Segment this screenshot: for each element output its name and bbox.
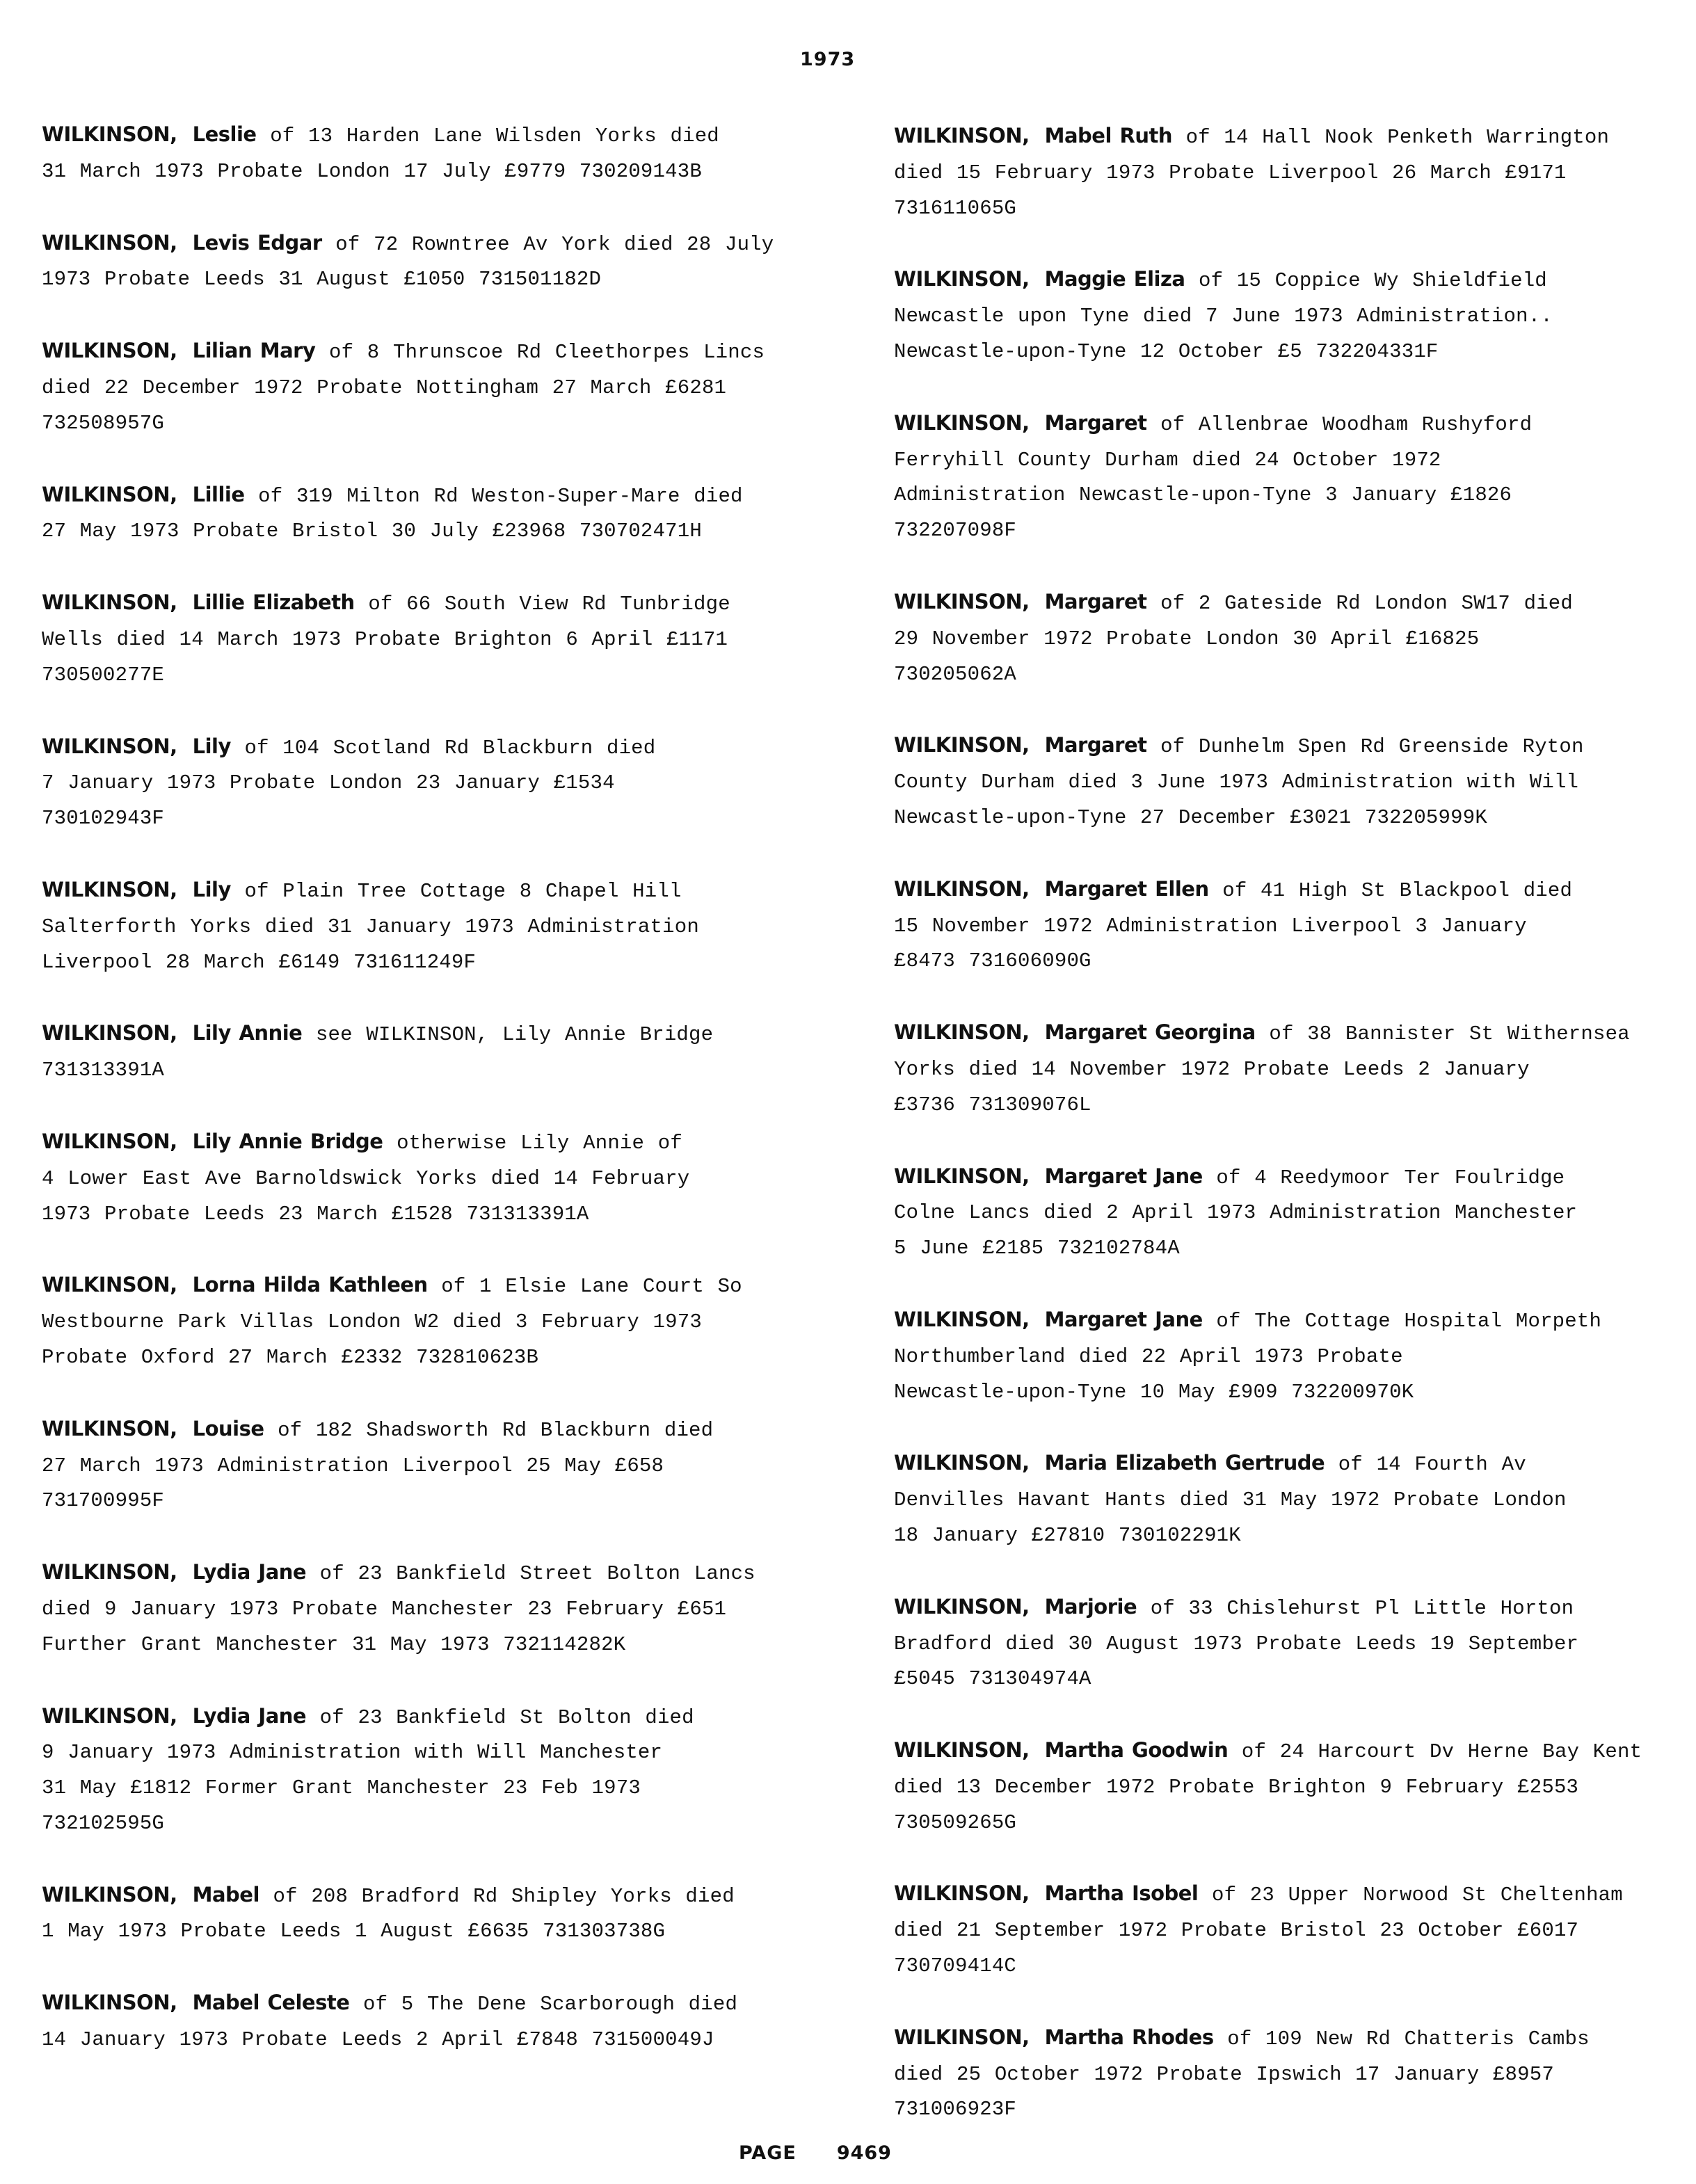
entry-first-line	[894, 584, 1696, 622]
entry-forenames: Margaret Georgina	[1044, 1020, 1256, 1045]
entry-forenames: Margaret	[1044, 733, 1147, 757]
entry-text: of 23 Bankfield St Bolton died	[306, 1705, 694, 1729]
entry-forenames: Leslie	[192, 122, 257, 146]
entry-surname: WILKINSON,	[42, 1416, 177, 1440]
left-column	[42, 117, 863, 2094]
entry-first-line	[894, 406, 1696, 443]
entry-forenames: Lorna Hilda Kathleen	[192, 1273, 428, 1297]
entry-surname: WILKINSON,	[42, 1129, 177, 1153]
entry-forenames: Mabel	[192, 1882, 259, 1906]
page-label: PAGE	[739, 2142, 797, 2164]
entry-surname: WILKINSON,	[894, 589, 1030, 613]
probate-entry	[42, 1411, 863, 1519]
page-number: 9469	[836, 2142, 892, 2164]
probate-entry	[42, 1555, 863, 1662]
entry-text: of 109 New Rd Chatteris Cambs	[1213, 2027, 1590, 2050]
entry-surname: WILKINSON,	[42, 230, 177, 255]
entry-surname: WILKINSON,	[42, 1882, 177, 1906]
entry-text-line: 18 January £27810 730102291K	[894, 1523, 1241, 1547]
entry-forenames: Lydia Jane	[192, 1703, 307, 1728]
entry-text-line: Northumberland died 22 April 1973 Probate	[894, 1344, 1403, 1368]
probate-entry	[42, 225, 863, 298]
entry-text-line: 730500277E	[42, 663, 165, 686]
entry-surname: WILKINSON,	[42, 591, 177, 615]
probate-entry	[894, 1733, 1696, 1840]
entry-text-line: 731313391A	[42, 1059, 165, 1082]
probate-entry	[894, 1445, 1696, 1553]
entry-text: of 1 Elsie Lane Court So	[427, 1275, 742, 1299]
entry-surname: WILKINSON,	[894, 1594, 1030, 1619]
entry-forenames: Martha Isobel	[1044, 1881, 1199, 1906]
entry-text: of 104 Scotland Rd Blackburn died	[230, 736, 656, 760]
entry-forenames: Martha Rhodes	[1044, 2025, 1214, 2049]
entry-text: of 23 Bankfield Street Bolton Lancs	[306, 1562, 755, 1586]
entry-forenames: Lily	[192, 734, 231, 758]
entry-text-line: Liverpool 28 March £6149 731611249F	[42, 950, 477, 974]
entry-text: of 208 Bradford Rd Shipley Yorks died	[259, 1884, 735, 1908]
entry-text-line: Westbourne Park Villas London W2 died 3 February 1973	[42, 1310, 702, 1334]
entry-text-line: died 9 January 1973 Probate Manchester 23 February £651	[42, 1597, 727, 1621]
probate-entry	[42, 729, 863, 837]
entry-forenames: Lily Annie	[192, 1021, 303, 1045]
entry-surname: WILKINSON,	[42, 339, 177, 363]
probate-entry	[894, 728, 1696, 835]
entry-first-line	[42, 1411, 863, 1449]
entry-text-line: £8473 731606090G	[894, 949, 1091, 973]
entry-first-line	[894, 1589, 1696, 1627]
entry-text-line: 731611065G	[894, 196, 1017, 220]
entry-text-line: County Durham died 3 June 1973 Administration with Will	[894, 771, 1579, 794]
entry-text-line: 1973 Probate Leeds 31 August £1050 731501182D	[42, 268, 602, 291]
entry-forenames: Louise	[192, 1416, 264, 1440]
entry-forenames: Marjorie	[1044, 1594, 1137, 1619]
entry-text-line: died 25 October 1972 Probate Ipswich 17 January £8957	[894, 2062, 1554, 2086]
entry-first-line	[894, 1159, 1696, 1196]
entry-forenames: Margaret Jane	[1044, 1164, 1203, 1188]
probate-entry	[42, 1015, 863, 1089]
entry-text: of Allenbrae Woodham Rushyford	[1146, 412, 1533, 436]
entry-text-line: 731006923F	[894, 2098, 1017, 2121]
entry-text: of 23 Upper Norwood St Cheltenham	[1198, 1884, 1623, 1907]
entry-text-line: 730509265G	[894, 1810, 1017, 1834]
entry-text: of 14 Fourth Av	[1325, 1453, 1526, 1477]
entry-text-line: 9 January 1973 Administration with Will Manchester	[42, 1741, 663, 1765]
entry-text: of 41 High St Blackpool died	[1208, 878, 1573, 902]
entry-forenames: Lily	[192, 877, 231, 901]
entry-text-line: Ferryhill County Durham died 24 October 1972	[894, 448, 1441, 472]
entry-forenames: Lydia Jane	[192, 1560, 307, 1584]
entry-surname: WILKINSON,	[42, 1703, 177, 1728]
entry-text-line: Newcastle upon Tyne died 7 June 1973 Administration..	[894, 305, 1553, 328]
entry-text-line: 732102595G	[42, 1811, 165, 1835]
entry-text-line: died 15 February 1973 Probate Liverpool 26 March £9171	[894, 161, 1567, 184]
entry-surname: WILKINSON,	[42, 1991, 177, 2015]
entry-first-line	[894, 872, 1696, 909]
entry-text-line: 14 January 1973 Probate Leeds 2 April £7848 731500049J	[42, 2028, 714, 2052]
probate-entry	[42, 1985, 863, 2058]
probate-entry	[894, 584, 1696, 692]
entry-surname: WILKINSON,	[894, 410, 1030, 435]
entry-text: of Dunhelm Spen Rd Greenside Ryton	[1146, 735, 1584, 759]
entry-text: of 4 Reedymoor Ter Foulridge	[1202, 1166, 1565, 1189]
probate-entry	[894, 2020, 1696, 2128]
entry-text-line: 1973 Probate Leeds 23 March £1528 731313391A	[42, 1202, 589, 1226]
entry-text-line: Newcastle-upon-Tyne 12 October £5 732204331F	[894, 339, 1439, 363]
entry-forenames: Margaret Jane	[1044, 1307, 1203, 1331]
entry-text-line: Administration Newcastle-upon-Tyne 3 January £1826	[894, 483, 1512, 507]
entry-forenames: Margaret Ellen	[1044, 876, 1209, 901]
page-year-header: 1973	[800, 49, 856, 70]
entry-forenames: Margaret	[1044, 410, 1147, 435]
entry-forenames: Martha Goodwin	[1044, 1738, 1229, 1763]
entry-text-line: Bradford died 30 August 1973 Probate Leeds 19 September	[894, 1632, 1579, 1655]
entry-text-line: Yorks died 14 November 1972 Probate Leeds 2 January	[894, 1057, 1530, 1081]
entry-surname: WILKINSON,	[894, 733, 1030, 757]
entry-text: of 13 Harden Lane Wilsden Yorks died	[256, 125, 719, 147]
probate-entry	[42, 333, 863, 441]
entry-surname: WILKINSON,	[894, 1451, 1030, 1475]
entry-text-line: 730205062A	[894, 662, 1017, 686]
entry-surname: WILKINSON,	[42, 1273, 177, 1297]
entry-surname: WILKINSON,	[894, 124, 1030, 147]
entry-first-line	[42, 1985, 863, 2023]
entry-surname: WILKINSON,	[894, 2025, 1030, 2049]
entry-text-line: 732508957G	[42, 411, 165, 435]
entry-text: of 8 Thrunscoe Rd Cleethorpes Lincs	[315, 341, 765, 364]
probate-entry	[42, 1124, 863, 1232]
entry-surname: WILKINSON,	[894, 1881, 1030, 1906]
entry-text-line: 7 January 1973 Probate London 23 January £1534	[42, 771, 615, 795]
entry-surname: WILKINSON,	[42, 1560, 177, 1584]
entry-surname: WILKINSON,	[894, 1307, 1030, 1331]
probate-entry	[894, 262, 1696, 369]
entry-text-line: Newcastle-upon-Tyne 27 December £3021 732205999K	[894, 805, 1487, 829]
entry-text-line: 27 May 1973 Probate Bristol 30 July £23968 730702471H	[42, 520, 702, 543]
entry-text-line: £5045 731304974A	[894, 1667, 1091, 1691]
probate-entry	[894, 872, 1696, 979]
entry-forenames: Lillie	[192, 482, 245, 506]
probate-entry	[894, 118, 1696, 226]
entry-forenames: Maria Elizabeth Gertrude	[1044, 1451, 1325, 1475]
entry-first-line	[894, 1733, 1696, 1770]
entry-first-line	[42, 585, 863, 623]
probate-entry	[894, 1876, 1696, 1984]
entry-text: of 38 Bannister St Withernsea	[1255, 1022, 1630, 1046]
entry-text-line: 731700995F	[42, 1489, 165, 1513]
entry-text-line: died 13 December 1972 Probate Brighton 9 February £2553	[894, 1775, 1579, 1799]
probate-entry	[894, 1589, 1696, 1697]
entry-forenames: Lillie Elizabeth	[192, 591, 355, 615]
probate-entry	[42, 1877, 863, 1950]
entry-forenames: Lily Annie Bridge	[192, 1129, 383, 1153]
probate-entry	[42, 477, 863, 550]
entry-surname: WILKINSON,	[42, 877, 177, 901]
entry-text: of 2 Gateside Rd London SW17 died	[1146, 591, 1574, 615]
entry-surname: WILKINSON,	[42, 1021, 177, 1045]
entry-forenames: Margaret	[1044, 589, 1147, 613]
entry-first-line	[894, 1015, 1696, 1052]
probate-entry	[894, 1015, 1696, 1123]
entry-text: of 72 Rowntree Av York died 28 July	[321, 232, 774, 256]
entry-text: of 15 Coppice Wy Shieldfield	[1185, 269, 1547, 293]
entry-text: see WILKINSON, Lily Annie Bridge	[302, 1023, 714, 1047]
entry-text-line: 1 May 1973 Probate Leeds 1 August £6635 731303738G	[42, 1920, 666, 1943]
entry-text: otherwise Lily Annie of	[383, 1131, 682, 1155]
entry-text-line: 730102943F	[42, 807, 165, 830]
entry-text: of 182 Shadsworth Rd Blackburn died	[264, 1418, 714, 1442]
entry-forenames: Maggie Eliza	[1044, 267, 1185, 291]
entry-surname: WILKINSON,	[894, 1738, 1030, 1763]
entry-text: of 33 Chislehurst Pl Little Horton	[1137, 1596, 1574, 1620]
probate-entry	[42, 1267, 863, 1375]
entry-text: of 5 The Dene Scarborough died	[349, 1993, 738, 2016]
entry-text: of 24 Harcourt Dv Herne Bay Kent	[1228, 1740, 1642, 1764]
entry-text: of The Cottage Hospital Morpeth	[1202, 1309, 1602, 1333]
entry-first-line	[894, 1876, 1696, 1913]
entry-text-line: Newcastle-upon-Tyne 10 May £909 732200970K	[894, 1380, 1414, 1404]
entry-surname: WILKINSON,	[42, 482, 177, 506]
entry-surname: WILKINSON,	[42, 734, 177, 758]
entry-first-line	[42, 117, 863, 154]
entry-text-line: Probate Oxford 27 March £2332 732810623B	[42, 1345, 539, 1369]
entry-first-line	[42, 225, 863, 263]
entry-first-line	[42, 1267, 863, 1305]
entry-first-line	[42, 1555, 863, 1592]
entry-text-line: 732207098F	[894, 519, 1017, 543]
entry-forenames: Mabel Celeste	[192, 1991, 350, 2015]
entry-text: of 14 Hall Nook Penketh Warrington	[1172, 126, 1610, 149]
probate-entry	[894, 1302, 1696, 1410]
entry-text: of Plain Tree Cottage 8 Chapel Hill	[230, 879, 682, 903]
entry-text-line: died 22 December 1972 Probate Nottingham 27 March £6281	[42, 376, 727, 399]
entry-first-line	[894, 2020, 1696, 2057]
entry-text-line: Colne Lancs died 2 April 1973 Administration Manchester	[894, 1201, 1578, 1225]
entry-text-line: 27 March 1973 Administration Liverpool 25 May £658	[42, 1454, 664, 1477]
entry-first-line	[42, 729, 863, 766]
entry-first-line	[42, 1877, 863, 1915]
entry-text-line: Wells died 14 March 1973 Probate Brighton 6 April £1171	[42, 627, 728, 651]
entry-text-line: 730709414C	[894, 1954, 1017, 1978]
entry-text-line: Denvilles Havant Hants died 31 May 1972 Probate London	[894, 1488, 1567, 1512]
entry-first-line	[894, 118, 1696, 156]
entry-surname: WILKINSON,	[42, 122, 177, 146]
entry-text-line: 31 March 1973 Probate London 17 July £9779 730209143B	[42, 159, 702, 183]
entry-text-line: 31 May £1812 Former Grant Manchester 23 Feb 1973	[42, 1776, 641, 1800]
entry-text-line: 15 November 1972 Administration Liverpool 3 January	[894, 914, 1527, 938]
entry-first-line	[894, 728, 1696, 765]
probate-entry	[42, 585, 863, 693]
probate-entry	[42, 1699, 863, 1842]
entry-text-line: 5 June £2185 732102784A	[894, 1237, 1180, 1260]
entry-text-line: Salterforth Yorks died 31 January 1973 Administration	[42, 915, 699, 938]
entry-surname: WILKINSON,	[894, 1164, 1030, 1188]
entry-text: of 319 Milton Rd Weston-Super-Mare died	[244, 484, 743, 508]
entry-forenames: Mabel Ruth	[1044, 124, 1173, 147]
probate-entry	[42, 117, 863, 190]
entry-surname: WILKINSON,	[894, 1020, 1030, 1045]
entry-first-line	[42, 1699, 863, 1736]
entry-forenames: Lilian Mary	[192, 339, 316, 363]
entry-forenames: Levis Edgar	[192, 230, 322, 255]
entry-first-line	[894, 1302, 1696, 1340]
entry-first-line	[42, 1015, 863, 1053]
entry-text-line: 4 Lower East Ave Barnoldswick Yorks died 14 February	[42, 1166, 690, 1190]
entry-first-line	[894, 1445, 1696, 1483]
entry-first-line	[42, 1124, 863, 1162]
entry-text-line: died 21 September 1972 Probate Bristol 23 October £6017	[894, 1919, 1579, 1943]
entry-first-line	[42, 333, 863, 371]
probate-entry	[42, 872, 863, 980]
entry-text: of 66 South View Rd Tunbridge	[354, 593, 730, 616]
entry-text-line: 29 November 1972 Probate London 30 April £16825	[894, 627, 1480, 650]
entry-surname: WILKINSON,	[894, 876, 1030, 901]
entry-text-line: £3736 731309076L	[894, 1093, 1091, 1116]
entry-first-line	[42, 872, 863, 910]
entry-first-line	[894, 262, 1696, 299]
page-footer	[739, 2142, 892, 2164]
probate-entry	[894, 1159, 1696, 1267]
entry-first-line	[42, 477, 863, 515]
entry-surname: WILKINSON,	[894, 267, 1030, 291]
right-column	[894, 118, 1696, 2163]
entry-text-line: Further Grant Manchester 31 May 1973 732114282K	[42, 1632, 626, 1656]
probate-entry	[894, 406, 1696, 549]
